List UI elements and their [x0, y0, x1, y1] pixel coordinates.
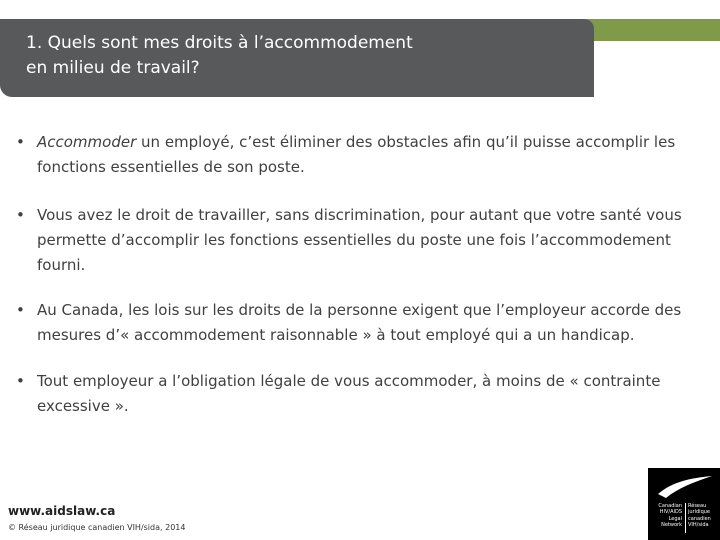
bullet-item	[16, 130, 706, 180]
logo-text-line: Legal	[668, 515, 682, 522]
bullet-marker: •	[16, 133, 25, 151]
bullet-list	[16, 130, 706, 419]
logo-text-line: Canadian	[658, 503, 682, 509]
footer-copyright: © Réseau juridique canadien VIH/sida, 2014	[8, 523, 186, 532]
logo-text-line: VIH/sida	[688, 522, 709, 529]
bullet-item	[16, 203, 706, 278]
organization-logo	[648, 468, 720, 540]
logo-text-french	[688, 503, 718, 529]
logo-swoosh-icon	[654, 474, 714, 500]
footer-website-link[interactable]: www.aidslaw.ca	[8, 504, 116, 518]
logo-text-line: juridique	[688, 509, 710, 516]
bullet-text: Vous avez le droit de travailler, sans discrimination, pour autant que votre santé vous permette d’accomplir les fonctions essentielles du poste une fois l’accommodement fourni.	[37, 206, 682, 274]
page-title	[26, 31, 586, 81]
logo-divider	[685, 503, 686, 533]
bullet-text: un employé, c’est éliminer des obstacles afin qu’il puisse accomplir les fonctions essentielles de son poste.	[37, 133, 676, 176]
logo-text-english	[654, 503, 682, 529]
logo-text-line: Network	[661, 522, 682, 529]
bullet-emphasis: Accommoder	[37, 133, 137, 151]
page-title-line-2: en milieu de travail?	[26, 58, 200, 78]
title-banner	[0, 19, 594, 97]
bullet-text: Au Canada, les lois sur les droits de la personne exigent que l’employeur accorde des mesures d’« accommodement raisonnable » à tout employé qui a un handicap.	[37, 301, 682, 344]
page-title-line-1: 1. Quels sont mes droits à l’accommodement	[26, 33, 413, 53]
bullet-marker: •	[16, 301, 25, 319]
bullet-item	[16, 369, 706, 419]
logo-text-line: Réseau	[688, 503, 707, 509]
bullet-marker: •	[16, 206, 25, 224]
logo-text-line: HIV/AIDS	[659, 509, 682, 516]
bullet-marker: •	[16, 372, 25, 390]
bullet-text: Tout employeur a l’obligation légale de vous accommoder, à moins de « contrainte excessive ».	[37, 372, 661, 415]
bullet-item	[16, 298, 706, 348]
logo-text-line: canadien	[688, 515, 711, 522]
